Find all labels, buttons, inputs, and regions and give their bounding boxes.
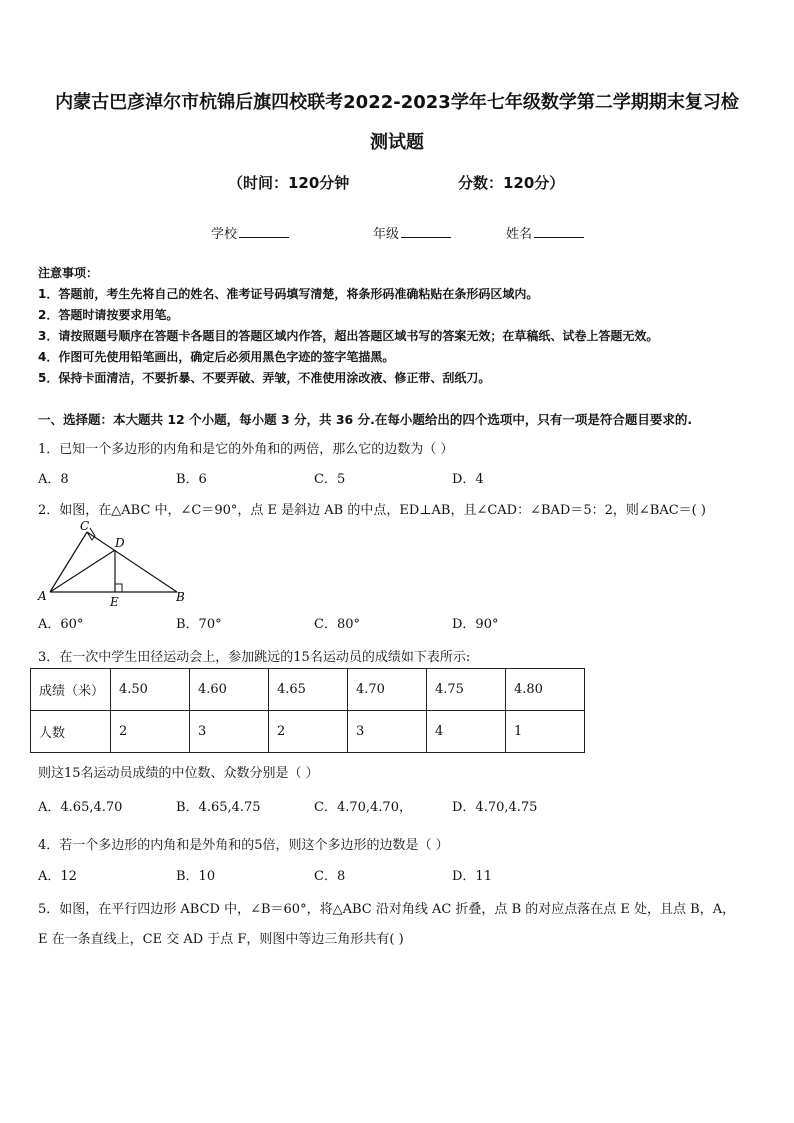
side-ac: [50, 532, 87, 592]
question-1-options: [38, 468, 598, 488]
option-d: D．4: [452, 472, 484, 487]
note-item: 3．请按照题号顺序在答题卡各题目的答题区域内作答，超出答题区域书写的答案无效；在草稿纸、试卷上答题无效。: [38, 329, 659, 343]
grade-blank: [401, 225, 451, 238]
exam-title-line1: 内蒙古巴彦淖尔市杭锦后旗四校联考2022-2023学年七年级数学第二学期期末复习检: [55, 92, 739, 113]
label-c: C: [80, 520, 90, 533]
option-a: A．4.65,4.70: [38, 800, 123, 815]
option-d: D．11: [452, 869, 492, 884]
option-d: D．90°: [452, 617, 499, 632]
note-item: 5．保持卡面清洁，不要折暴、不要弄破、弄皱，不准使用涂改液、修正带、刮纸刀。: [38, 371, 491, 385]
grade-label: 年级: [373, 227, 400, 242]
section-heading: 一、选择题：本大题共 12 个小题，每小题 3 分，共 36 分.在每小题给出的四个选项中，只有一项是符合题目要求的.: [38, 412, 693, 427]
table-cell: 4: [427, 711, 506, 753]
table-cell: 人数: [31, 711, 111, 753]
table-cell: 3: [348, 711, 427, 753]
option-b: B．10: [176, 869, 216, 884]
option-c: C．80°: [314, 617, 360, 632]
school-label: 学校: [211, 227, 238, 242]
option-a: A．12: [38, 869, 77, 884]
option-b: B．4.65,4.75: [176, 800, 261, 815]
segment-ad: [50, 550, 115, 592]
question-3-options: [38, 796, 598, 816]
table-cell: 3: [190, 711, 269, 753]
right-angle-e: [115, 584, 122, 592]
table-cell: 2: [269, 711, 348, 753]
option-b: B．70°: [176, 617, 222, 632]
option-c: C．5: [314, 472, 346, 487]
question-3-stem: 3．在一次中学生田径运动会上，参加跳远的15名运动员的成绩如下表所示:: [38, 650, 471, 665]
option-b: B．6: [176, 472, 207, 487]
name-field: [506, 223, 584, 242]
table-cell: 4.70: [348, 669, 427, 711]
school-blank: [239, 225, 289, 238]
label-a: A: [38, 589, 47, 603]
table-cell: 4.65: [269, 669, 348, 711]
table-cell: 2: [111, 711, 190, 753]
notes-block: [38, 263, 768, 389]
question-4-stem: 4．若一个多边形的内角和是外角和的5倍，则这个多边形的边数是（ ）: [38, 838, 449, 853]
exam-title-line2: 测试题: [370, 132, 424, 153]
name-blank: [534, 225, 584, 238]
question-1-stem: 1．已知一个多边形的内角和是它的外角和的两倍，那么它的边数为（ ）: [38, 442, 454, 457]
question-5-stem-continued: E 在一条直线上，CE 交 AD 于点 F，则图中等边三角形共有( ): [38, 932, 404, 947]
note-item: 4．作图可先使用铅笔画出，确定后必须用黑色字迹的签字笔描黑。: [38, 350, 395, 364]
question-2-stem: 2．如图，在△ABC 中，∠C＝90°，点 E 是斜边 AB 的中点，ED⊥AB，且∠CAD：∠BAD＝5：2，则∠BAC＝( ): [38, 503, 706, 518]
school-field: [211, 223, 289, 242]
table-row: [31, 711, 585, 753]
table-row: [31, 669, 585, 711]
grade-field: [373, 223, 451, 242]
scores-table: [30, 668, 585, 753]
question-4-options: [38, 865, 598, 885]
table-cell: 4.50: [111, 669, 190, 711]
question-3-followup: 则这15名运动员成绩的中位数、众数分别是（ ）: [38, 766, 319, 781]
table-cell: 4.75: [427, 669, 506, 711]
note-item: 2．答题时请按要求用笔。: [38, 308, 179, 322]
question-5-stem: 5．如图，在平行四边形 ABCD 中，∠B＝60°，将△ABC 沿对角线 AC 折叠，点 B 的对应点落在点 E 处，且点 B，A，: [38, 902, 736, 917]
option-c: C．4.70,4.70，: [314, 800, 412, 815]
option-d: D．4.70,4.75: [452, 800, 538, 815]
notes-heading: 注意事项：: [38, 266, 99, 280]
side-cb: [87, 532, 177, 592]
option-a: A．60°: [38, 617, 84, 632]
option-c: C．8: [314, 869, 346, 884]
option-a: A．8: [38, 472, 69, 487]
exam-time: （时间：120分钟: [228, 174, 350, 192]
label-b: B: [176, 590, 185, 604]
note-item: 1．答题前，考生先将自己的姓名、准考证号码填写清楚，将条形码准确粘贴在条形码区域内。: [38, 287, 539, 301]
question-2-options: [38, 613, 598, 633]
name-label: 姓名: [506, 227, 533, 242]
table-cell: 1: [506, 711, 585, 753]
table-cell: 4.80: [506, 669, 585, 711]
exam-score: 分数：120分）: [458, 174, 565, 192]
table-cell: 4.60: [190, 669, 269, 711]
label-e: E: [110, 595, 119, 609]
triangle-figure: [34, 520, 194, 610]
label-d: D: [115, 536, 125, 550]
table-cell: 成绩（米）: [31, 669, 111, 711]
